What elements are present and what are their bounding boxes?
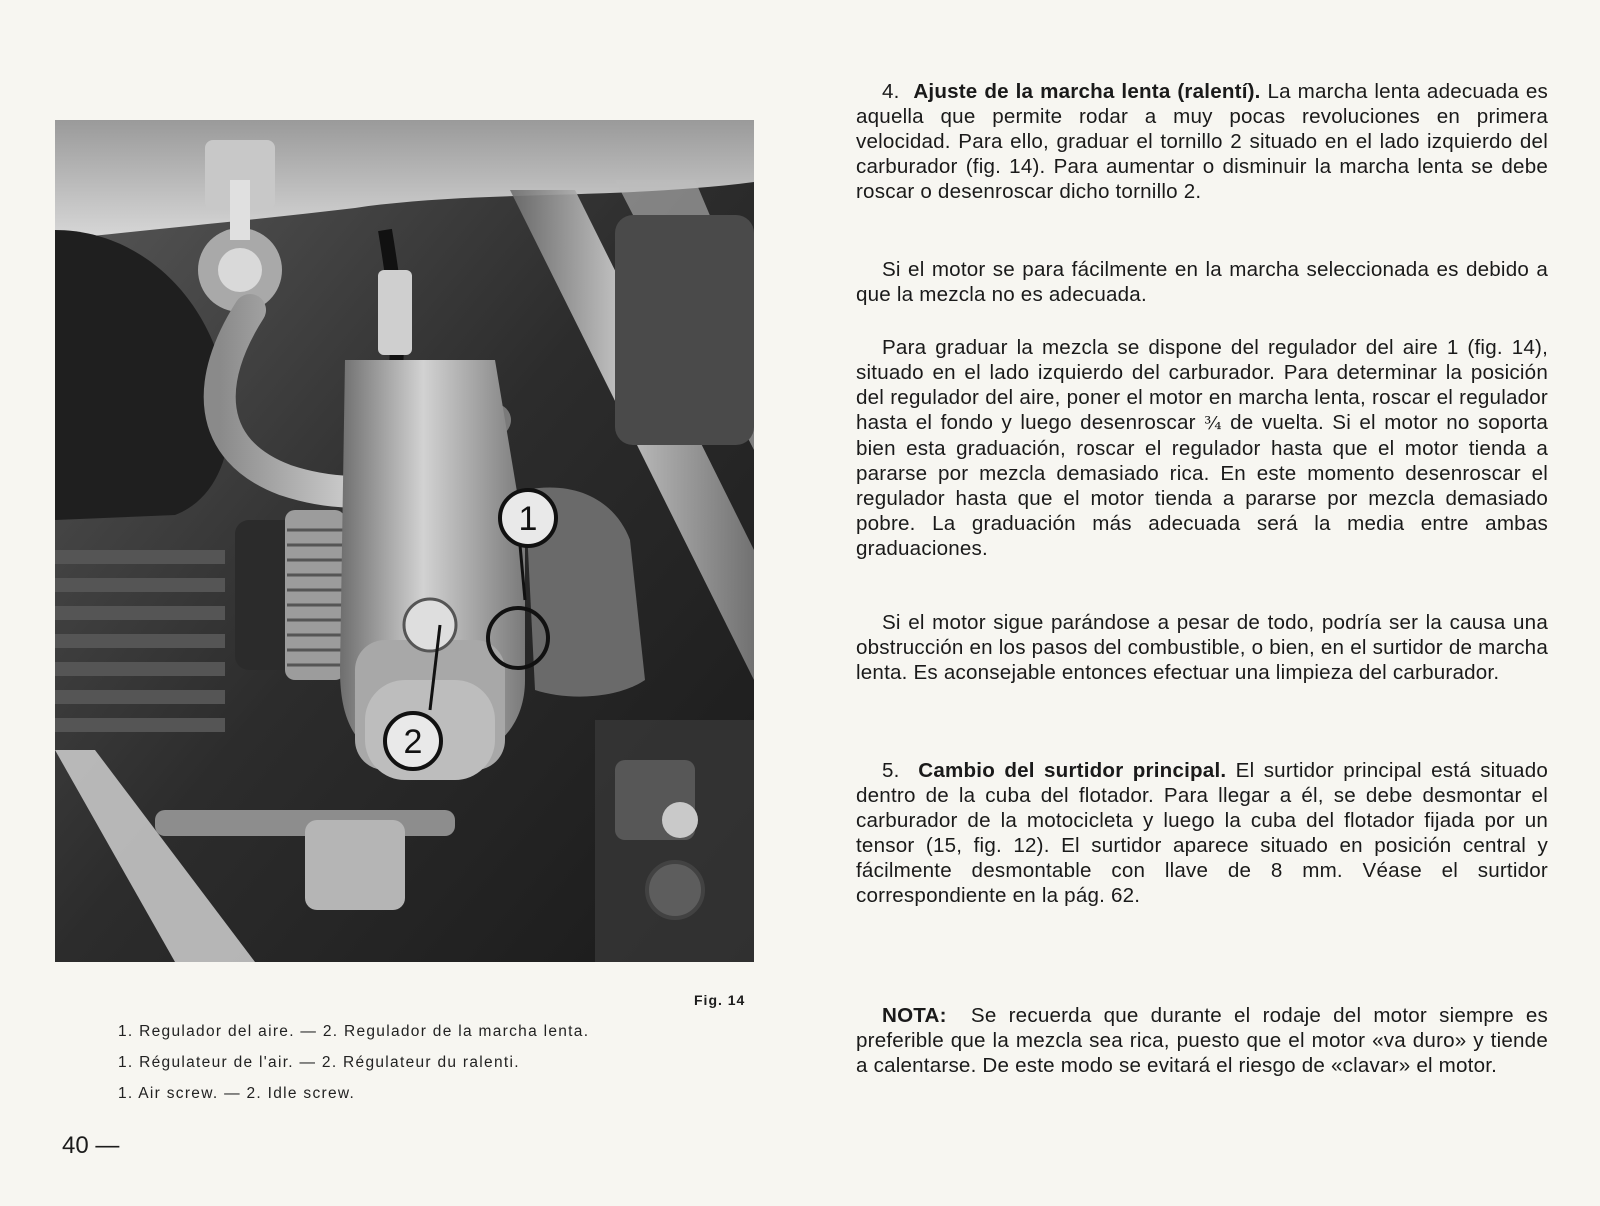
note-body: Se recuerda que durante el rodaje del motor siempre es preferible que la mezcla sea rica, puesto que el motor «va duro» y tiende a calentarse. De este modo se evitará el riesgo de «clavar» el motor. bbox=[856, 1004, 1548, 1077]
section-body: La marcha lenta adecuada es aquella que permite rodar a muy pocas revoluciones en primera velocidad. Para ello, graduar el tornillo 2 situado en el lado izquierdo del carburador (fig. 14). Para aumentar o disminuir la marcha lenta se debe roscar o desenroscar dicho tornillo 2. bbox=[856, 80, 1548, 203]
caption-number: 1. bbox=[118, 1023, 134, 1040]
paragraph-stall bbox=[856, 257, 1548, 307]
section-number: 4. bbox=[882, 80, 900, 103]
paragraph-body-cont: de vuelta. Si el motor no soporta bien esta graduación, roscar el regulador hasta que el motor tienda a pararse por mezcla demasiado rica. En este momento desenroscar el regulador hasta que el motor tienda a pararse por mezcla demasiado pobre. La graduación más adecuada será la media entre ambas graduaciones. bbox=[856, 411, 1548, 560]
fraction: ¾ bbox=[1204, 413, 1222, 434]
callout-1 bbox=[500, 490, 556, 546]
caption-english bbox=[118, 1078, 718, 1109]
section-body: El surtidor principal está situado dentro de la cuba del flotador. Para llegar a él, se debe desmontar el carburador de la motocicleta y luego la cuba del flotador fijada por un tensor (15, fig. 12). El surtidor aparece situado en posición central y fácilmente desmontable con llave de 8 mm. Véase el surtidor correspondiente en la pág. 62. bbox=[856, 759, 1548, 907]
carburetor-photo bbox=[55, 120, 754, 962]
note bbox=[856, 1003, 1548, 1078]
paragraph-body: Para graduar la mezcla se dispone del regulador del aire 1 (fig. 14), situado en el lado izquierdo del carburador. Para determinar la posición del regulador del aire, poner el motor en marcha lenta, roscar el regulador hasta el fondo y luego desenroscar bbox=[856, 336, 1548, 434]
caption-number: 1. bbox=[118, 1054, 134, 1071]
caption-text: Air screw. — 2. Idle screw. bbox=[138, 1085, 356, 1102]
caption-number: 1. bbox=[118, 1085, 134, 1102]
section-number: 5. bbox=[882, 759, 900, 782]
section-main-jet bbox=[856, 758, 1548, 908]
caption-text: Régulateur de l'air. — 2. Régulateur du ralenti. bbox=[139, 1054, 520, 1071]
paragraph-obstruction bbox=[856, 610, 1548, 685]
callout-2 bbox=[385, 713, 441, 769]
svg-text:2: 2 bbox=[403, 723, 423, 761]
page-number: 40 — bbox=[62, 1132, 120, 1159]
paragraph-mixture bbox=[856, 335, 1548, 561]
svg-text:1: 1 bbox=[518, 500, 538, 538]
paragraph-body: Si el motor sigue parándose a pesar de todo, podría ser la causa una obstrucción en los pasos del combustible, o bien, en el surtidor de marcha lenta. Es aconsejable entonces efectuar una limpieza del carburador. bbox=[856, 611, 1548, 684]
caption-french bbox=[118, 1047, 718, 1078]
section-title: Cambio del surtidor principal. bbox=[918, 759, 1227, 782]
section-title: Ajuste de la marcha lenta (ralentí). bbox=[913, 80, 1261, 103]
section-idle-adjustment bbox=[856, 79, 1548, 204]
note-label: NOTA: bbox=[882, 1004, 947, 1027]
figure-captions bbox=[118, 1016, 718, 1109]
caption-spanish bbox=[118, 1016, 718, 1047]
paragraph-body: Si el motor se para fácilmente en la marcha seleccionada es debido a que la mezcla no es adecuada. bbox=[856, 258, 1548, 306]
caption-text: Regulador del aire. — 2. Regulador de la marcha lenta. bbox=[139, 1023, 590, 1040]
figure-label: Fig. 14 bbox=[694, 992, 746, 1008]
